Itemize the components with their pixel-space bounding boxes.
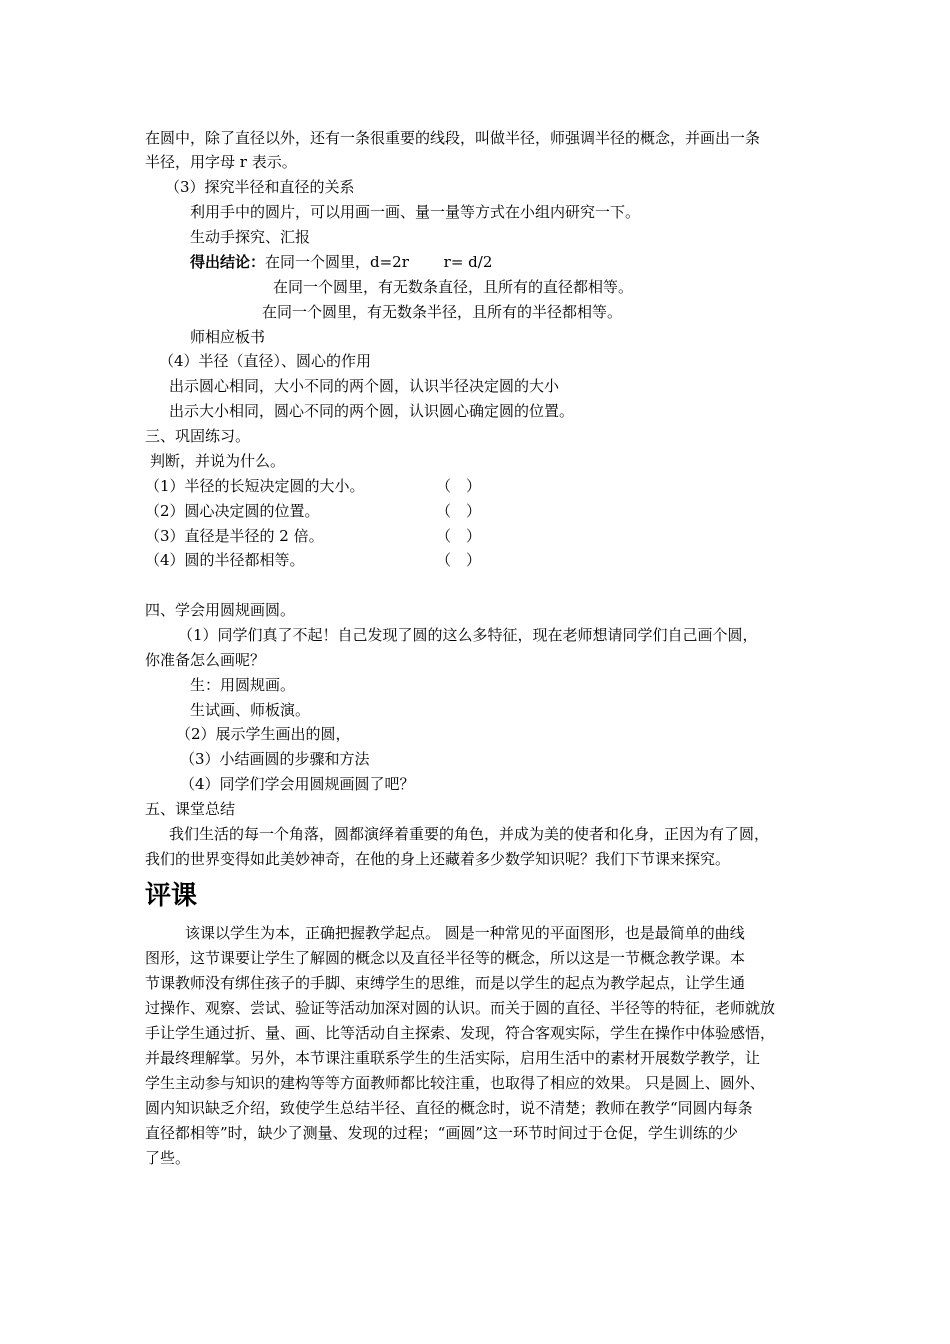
paragraph-line: （1）同学们真了不起！自己发现了圆的这么多特征，现在老师想请同学们自己画个圆， (178, 626, 758, 644)
review-line: 直径都相等”时，缺少了测量、发现的过程；“画圆”这一环节时间过于仓促，学生训练的少 (145, 1124, 739, 1142)
review-line: 过操作、观察、尝试、验证等活动加深对圆的认识。而关于圆的直径、半径等的特征，老师就放 (145, 999, 776, 1017)
conclusion-formula: 在同一个圆里，d=2r r= d/2 (265, 253, 493, 271)
paragraph-line: 出示大小相同，圆心不同的两个圆，认识圆心确定圆的位置。 (169, 402, 575, 420)
paragraph-line: （3）小结画圆的步骤和方法 (180, 750, 370, 768)
paragraph-line: 我们生活的每一个角落，圆都演绎着重要的角色，并成为美的使者和化身，正因为有了圆， (169, 825, 770, 843)
review-line: 手让学生通过折、量、画、比等活动自主探索、发现，符合客观实际，学生在操作中体验感悟， (145, 1024, 776, 1042)
answer-blank: （ ） (436, 551, 482, 569)
review-line: 节课教师没有绑住孩子的手脚、束缚学生的思维，而是以学生的起点为教学起点，让学生通 (145, 974, 746, 992)
conclusion-label: 得出结论： (190, 253, 266, 271)
exercise-item: （4）圆的半径都相等。 (145, 551, 305, 569)
review-line: 该课以学生为本，正确把握教学起点。 圆是一种常见的平面图形，也是最简单的曲线 (185, 924, 745, 942)
section-heading: 五、课堂总结 (145, 800, 236, 818)
paragraph-line: 出示圆心相同，大小不同的两个圆，认识半径决定圆的大小 (169, 377, 560, 395)
paragraph-line: 生：用圆规画。 (190, 676, 296, 694)
paragraph-line: 半径，用字母 r 表示。 (145, 153, 297, 171)
paragraph-line: 判断，并说为什么。 (150, 452, 286, 470)
section-heading: （3）探究半径和直径的关系 (165, 178, 355, 196)
paragraph-line: 生试画、师板演。 (190, 701, 311, 719)
exercise-item: （3）直径是半径的 2 倍。 (145, 527, 324, 545)
paragraph-line: 师相应板书 (190, 328, 266, 346)
section-heading: 三、巩固练习。 (145, 427, 251, 445)
review-line: 圆内知识缺乏介绍，致使学生总结半径、直径的概念时，说不清楚；教师在教学“同圆内每条 (145, 1099, 753, 1117)
answer-blank: （ ） (436, 527, 482, 545)
conclusion-line: 在同一个圆里，有无数条直径，且所有的直径都相等。 (273, 278, 634, 296)
paragraph-line: （2）展示学生画出的圆， (176, 725, 351, 743)
answer-blank: （ ） (436, 477, 482, 495)
review-line: 并最终理解掌。另外，本节课注重联系学生的生活实际，启用生活中的素材开展数学教学，让 (145, 1049, 761, 1067)
review-line: 图形，这节课要让学生了解圆的概念以及直径半径等的概念，所以这是一节概念教学课。本 (145, 949, 746, 967)
exercise-item: （2）圆心决定圆的位置。 (145, 502, 320, 520)
answer-blank: （ ） (436, 502, 482, 520)
review-line: 学生主动参与知识的建构等等方面教师都比较注重，也取得了相应的效果。 只是圆上、圆外、 (145, 1074, 765, 1092)
review-title: 评课 (145, 881, 198, 911)
paragraph-line: 你准备怎么画呢？ (145, 651, 266, 669)
paragraph-line: 我们的世界变得如此美妙神奇，在他的身上还藏着多少数学知识呢？我们下节课来探究。 (145, 850, 731, 868)
paragraph-line: （4）同学们学会用圆规画圆了吧？ (180, 775, 415, 793)
review-line: 了些。 (145, 1149, 191, 1167)
paragraph-line: 在圆中，除了直径以外，还有一条很重要的线段，叫做半径，师强调半径的概念，并画出一条 (145, 129, 761, 147)
paragraph-line: 利用手中的圆片，可以用画一画、量一量等方式在小组内研究一下。 (190, 203, 641, 221)
exercise-item: （1）半径的长短决定圆的大小。 (145, 477, 365, 495)
section-heading: 四、学会用圆规画圆。 (145, 601, 296, 619)
section-heading: （4）半径（直径）、圆心的作用 (159, 352, 372, 370)
conclusion-line (190, 253, 492, 271)
conclusion-line: 在同一个圆里，有无数条半径，且所有的半径都相等。 (262, 303, 623, 321)
paragraph-line: 生动手探究、汇报 (190, 228, 311, 246)
